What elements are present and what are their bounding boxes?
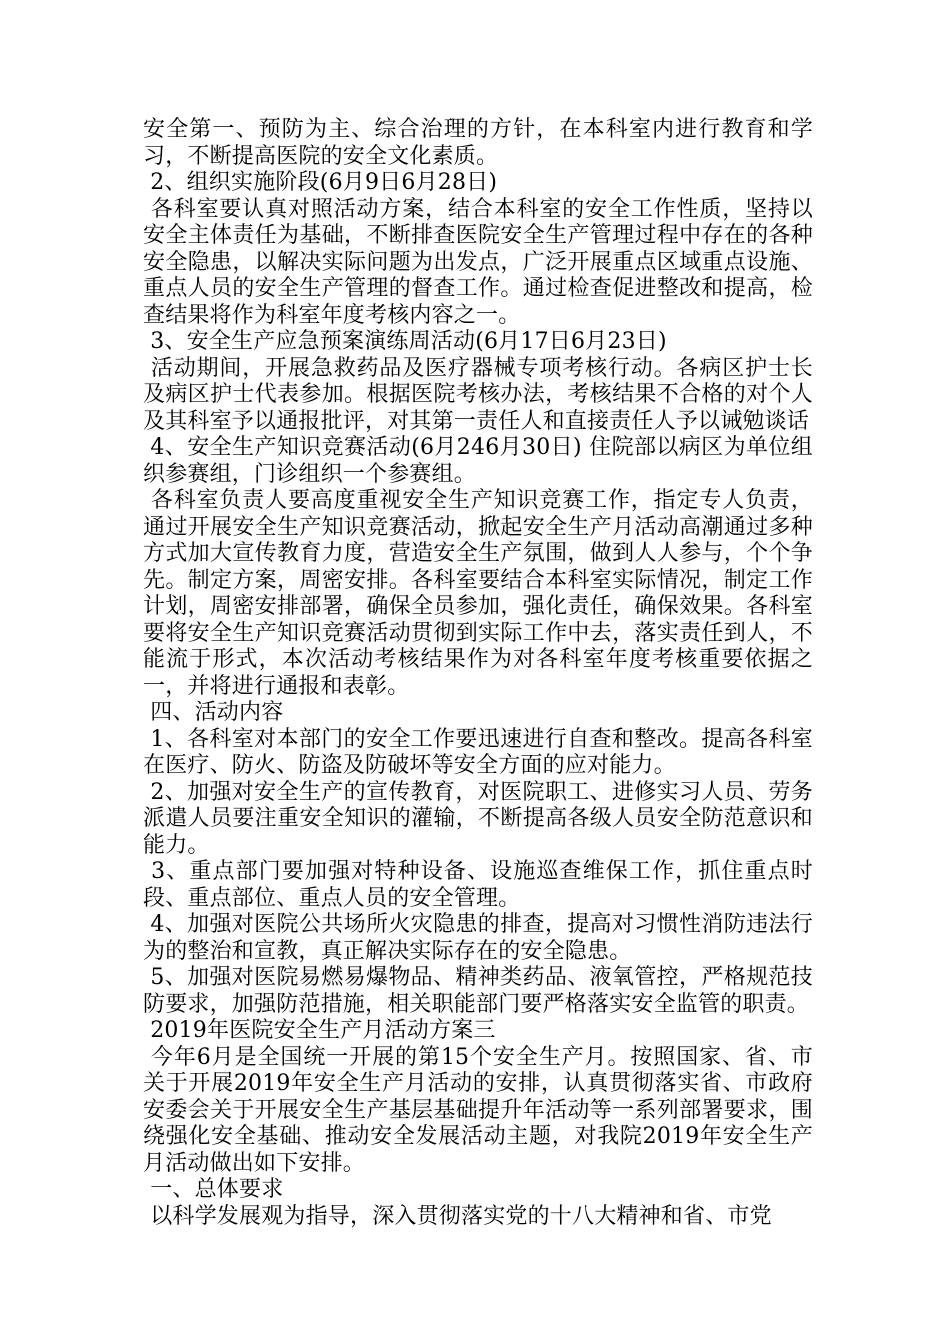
heading-knowledge-contest: 4、安全生产知识竞赛活动(6月246月30日) 住院部以病区为单位组织参赛组，门诊组织一个参赛组。 [143, 435, 813, 487]
heading-implementation-phase: 2、组织实施阶段(6月9日6月28日) [143, 170, 498, 195]
list-item-publicity-education: 2、加强对安全生产的宣传教育，对医院职工、进修实习人员、劳务派遣人员要注重安全知识的灌输，不断提高各级人员安全防范意识和能力。 [143, 779, 813, 858]
section-title-plan-three: 2019年医院安全生产月活动方案三 [143, 1018, 496, 1043]
heading-drill-week: 3、安全生产应急预案演练周活动(6月17日6月23日) [143, 329, 667, 354]
list-item-equipment-inspection: 3、重点部门要加强对特种设备、设施巡查维保工作，抓住重点时段、重点部位、重点人员的安全管理。 [143, 859, 813, 911]
paragraph-plan-three-intro: 今年6月是全国统一开展的第15个安全生产月。按照国家、省、市关于开展2019年安全生产月活动的安排，认真贯彻落实省、市政府安委会关于开展安全生产基层基础提升年活动等一系列部署要求，围绕强化安全基础、推动安全发展活动主题，对我院2019年安全生产月活动做出如下安排。 [143, 1044, 813, 1176]
list-item-hazardous-materials: 5、加强对医院易燃易爆物品、精神类药品、液氧管控，严格规范技防要求，加强防范措施，相关职能部门要严格落实安全监管的职责。 [143, 965, 813, 1017]
document-body [143, 117, 813, 1230]
heading-general-requirements: 一、总体要求 [143, 1177, 284, 1202]
paragraph-drill-week: 活动期间，开展急救药品及医疗器械专项考核行动。各病区护士长及病区护士代表参加。根据医院考核办法，考核结果不合格的对个人及其科室予以通报批评，对其第一责任人和直接责任人予以诫勉谈话 [143, 355, 813, 434]
paragraph-policy-intro: 安全第一、预防为主、综合治理的方针，在本科室内进行教育和学习，不断提高医院的安全文化素质。 [143, 117, 813, 169]
heading-activity-content: 四、活动内容 [143, 700, 284, 725]
list-item-self-inspection: 1、各科室对本部门的安全工作要迅速进行自查和整改。提高各科室在医疗、防火、防盗及防破坏等安全方面的应对能力。 [143, 726, 813, 778]
list-item-fire-hazard: 4、加强对医院公共场所火灾隐患的排查，提高对习惯性消防违法行为的整治和宣教，真正解决实际存在的安全隐患。 [143, 912, 813, 964]
paragraph-implementation: 各科室要认真对照活动方案，结合本科室的安全工作性质，坚持以安全主体责任为基础，不断排查医院安全生产管理过程中存在的各种安全隐患，以解决实际问题为出发点，广泛开展重点区域重点设施、重点人员的安全生产管理的督查工作。通过检查促进整改和提高，检查结果将作为科室年度考核内容之一。 [143, 196, 813, 328]
paragraph-general-requirements: 以科学发展观为指导，深入贯彻落实党的十八大精神和省、市党 [143, 1203, 772, 1229]
paragraph-knowledge-contest: 各科室负责人要高度重视安全生产知识竞赛工作，指定专人负责，通过开展安全生产知识竞赛活动，掀起安全生产月活动高潮通过多种方式加大宣传教育力度，营造安全生产氛围，做到人人参与，个个争先。制定方案，周密安排。各科室要结合本科室实际情况，制定工作计划，周密安排部署，确保全员参加，强化责任，确保效果。各科室要将安全生产知识竞赛活动贯彻到实际工作中去，落实责任到人，不能流于形式，本次活动考核结果作为对各科室年度考核重要依据之一，并将进行通报和表彰。 [143, 488, 813, 699]
